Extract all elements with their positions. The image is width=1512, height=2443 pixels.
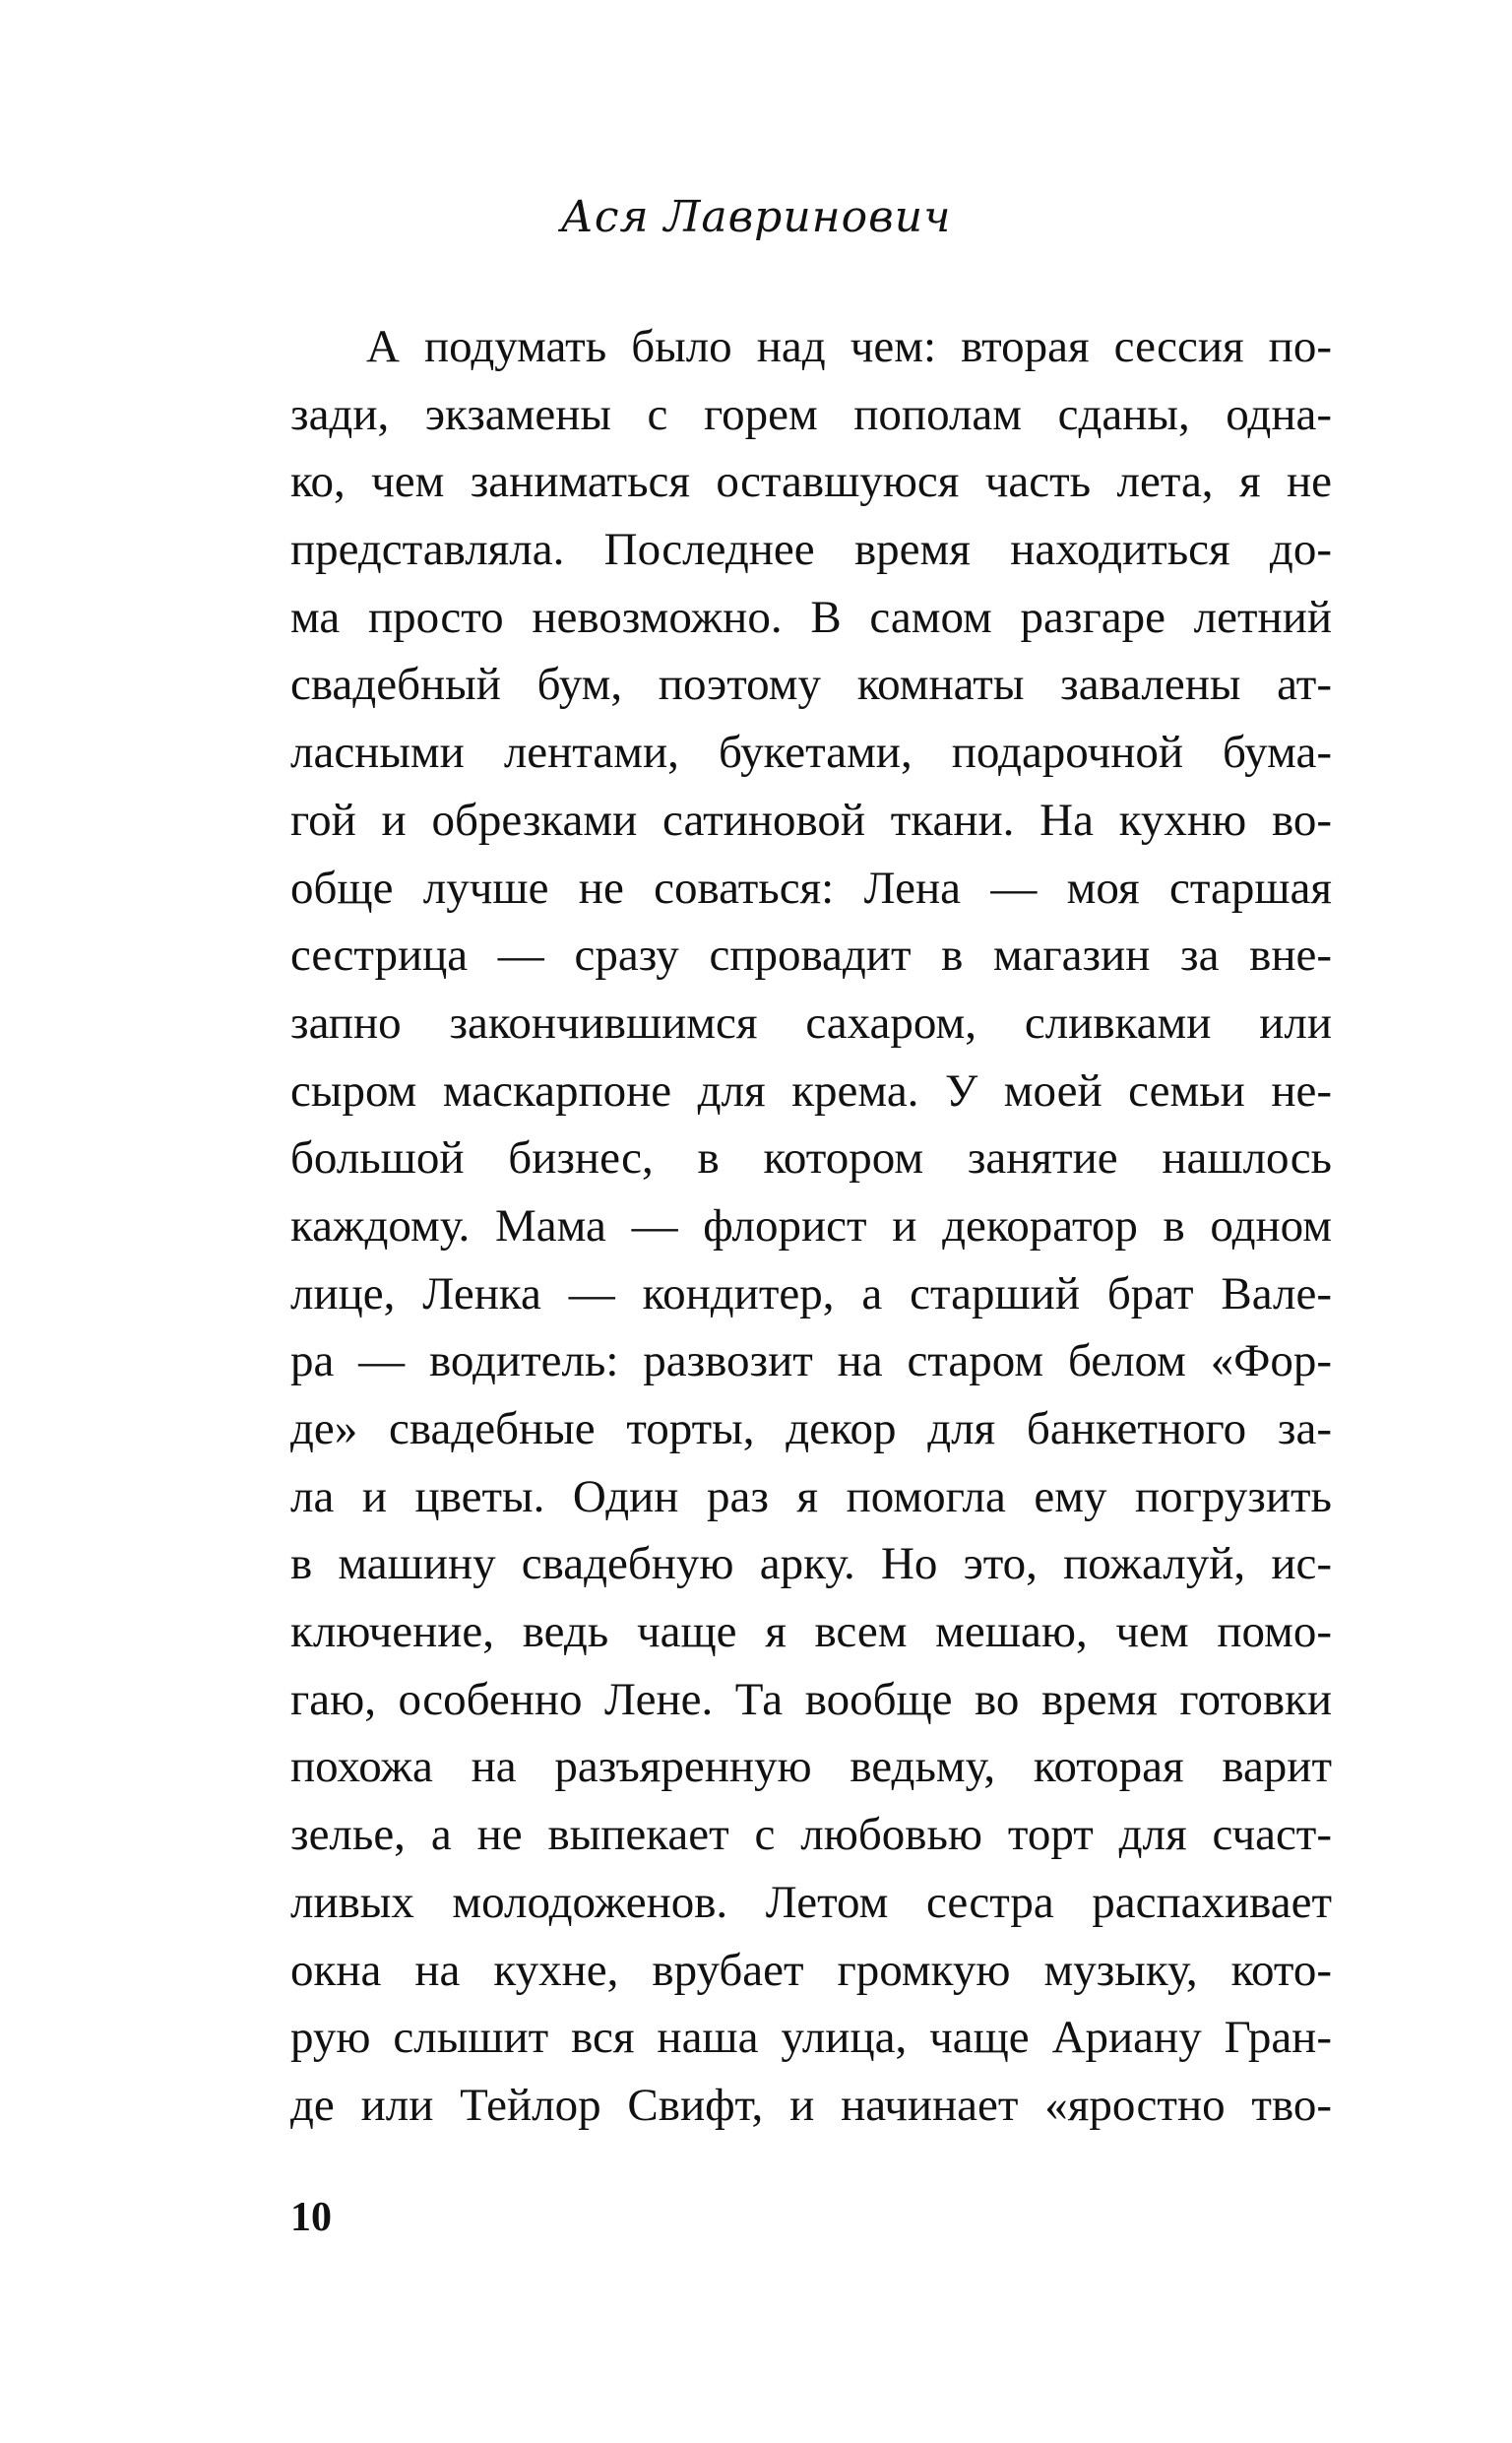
- text-line: ливых молодоженов. Летом сестра распахивает: [290, 1876, 1332, 1928]
- text-line: де или Тейлор Свифт, и начинает «яростно тво-: [290, 2079, 1332, 2131]
- text-line: зади, экзамены с горем пополам сданы, одна-: [290, 388, 1332, 440]
- text-line: рую слышит вся наша улица, чаще Ариану Гран-: [290, 2012, 1332, 2064]
- text-line: зелье, а не выпекает с любовью торт для счаст-: [290, 1809, 1332, 1861]
- text-line: ласными лентами, букетами, подарочной бума-: [290, 727, 1332, 779]
- text-line: ключение, ведь чаще я всем мешаю, чем помо-: [290, 1606, 1332, 1658]
- text-line: де» свадебные торты, декор для банкетного за-: [290, 1403, 1332, 1454]
- text-line: запно закончившимся сахаром, сливками или: [290, 996, 1332, 1049]
- text-line: представляла. Последнее время находиться до-: [290, 524, 1332, 576]
- text-line: ко, чем заниматься оставшуюся часть лета, я не: [290, 456, 1332, 508]
- text-line: А подумать было над чем: вторая сессия по-: [366, 321, 1332, 372]
- text-line: сыром маскарпоне для крема. У моей семьи не-: [290, 1064, 1332, 1117]
- text-line: большой бизнес, в котором занятие нашлось: [290, 1132, 1332, 1185]
- body-paragraph: [290, 313, 1332, 2140]
- text-line: лице, Ленка — кондитер, а старший брат Вале-: [290, 1267, 1332, 1319]
- text-line: сестрица — сразу спровадит в магазин за вне-: [290, 930, 1332, 982]
- text-line: в машину свадебную арку. Но это, пожалуй, ис-: [290, 1538, 1332, 1590]
- text-line: обще лучше не соваться: Лена — моя старшая: [290, 862, 1332, 914]
- text-line: ма просто невозможно. В самом разгаре летний: [290, 591, 1332, 643]
- running-head-author: Ася Лавринович: [560, 192, 952, 242]
- page-number: 10: [290, 2195, 332, 2240]
- text-line: гаю, особенно Лене. Та вообще во время готовки: [290, 1673, 1332, 1725]
- text-line: ра — водитель: развозит на старом белом «Фор-: [290, 1335, 1332, 1387]
- text-line: ла и цветы. Один раз я помогла ему погрузить: [290, 1470, 1332, 1522]
- text-line: похожа на разъяренную ведьму, которая варит: [290, 1741, 1332, 1793]
- text-line: каждому. Мама — флорист и декоратор в одном: [290, 1199, 1332, 1252]
- text-line: окна на кухне, врубает громкую музыку, кото-: [290, 1944, 1332, 1996]
- text-line: гой и обрезками сатиновой ткани. На кухню во-: [290, 794, 1332, 846]
- text-line: свадебный бум, поэтому комнаты завалены ат-: [290, 659, 1332, 711]
